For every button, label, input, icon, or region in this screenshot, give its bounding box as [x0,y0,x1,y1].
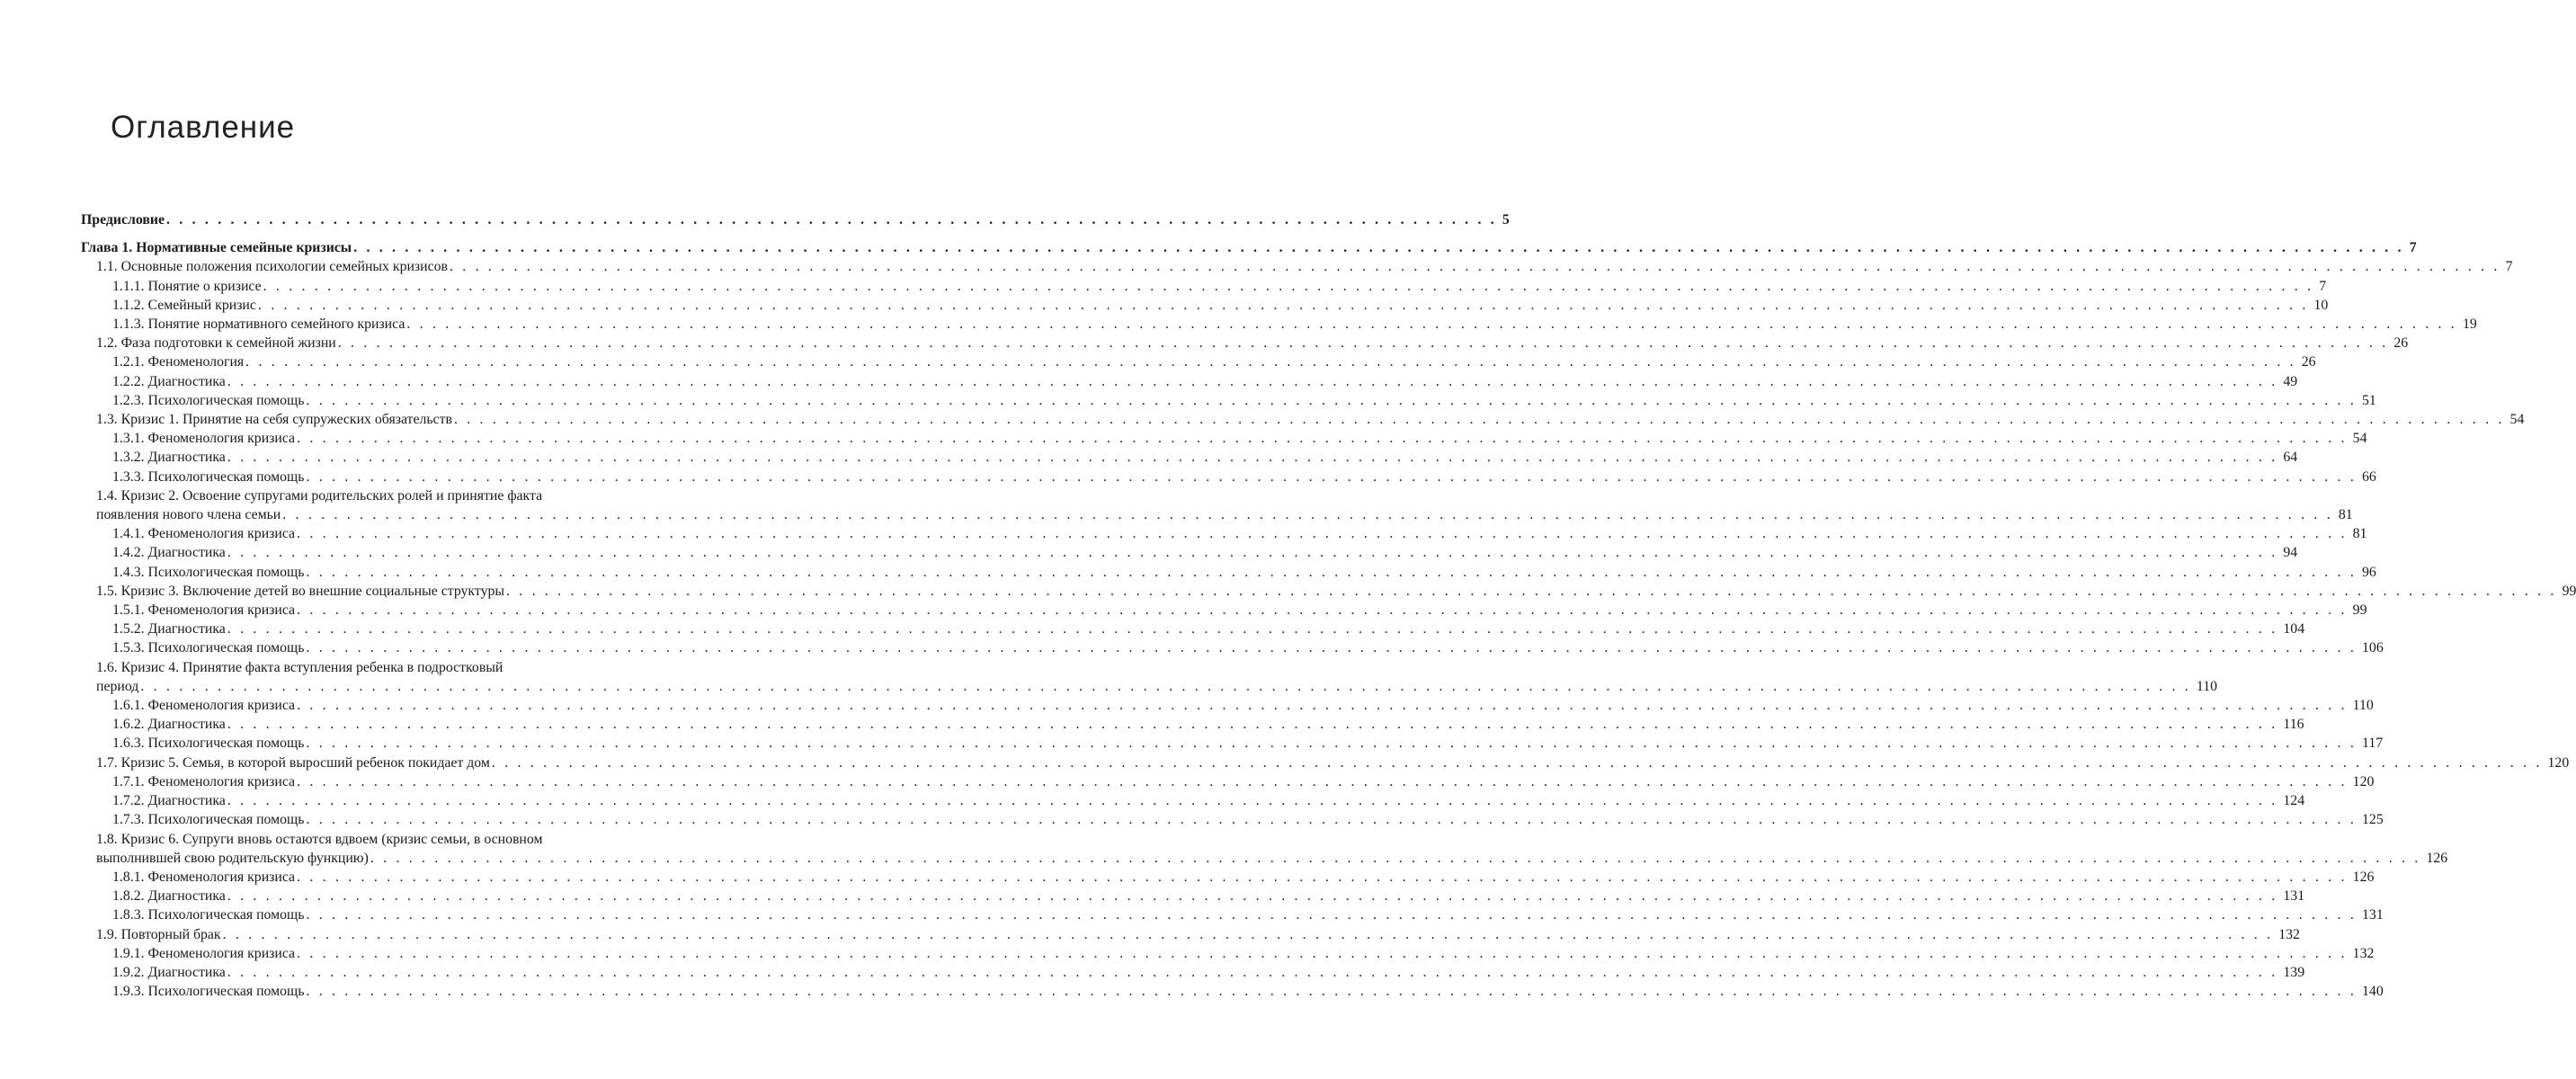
toc-entry[interactable] [81,582,2576,601]
dot-leader: . . . . . . . . . . . . . . . . . . . . . . . . . . . . . . . . . . . . . . . . . . . . . . . . . . . . . . . . . . . . . . . . . . . . . . . . . . . . . . . . . . . . . . . . . . . . . . . . . . . . . . . . . . . . . . . . . . . . . . . . . . . . . . . . . . . . . . . . . . . . . . . . . . . . . . . . . . . . . . . . [227,450,2278,466]
toc-entry-text: 1.3.2. Диагностика [112,450,226,466]
dot-leader: . . . . . . . . . . . . . . . . . . . . . . . . . . . . . . . . . . . . . . . . . . . . . . . . . . . . . . . . . . . . . . . . . . . . . . . . . . . . . . . . . . . . . . . . . . . . . . . . . . . . . . . . . . . . . . . . . . . . . . . . . . . . . . . . . . . . . . . . . . . . . . . . . . . . . . . . . . . . . . . . [449,259,2500,275]
toc-entry-text: 1.8.1. Феноменология кризиса [112,869,296,885]
toc-entry-text: период [96,678,139,694]
toc-entry-text: 1.3.1. Феноменология кризиса [112,431,296,447]
toc-entry[interactable] [81,601,2367,620]
toc-entry[interactable] [81,905,2384,924]
dot-leader: . . . . . . . . . . . . . . . . . . . . . . . . . . . . . . . . . . . . . . . . . . . . . . . . . . . . . . . . . . . . . . . . . . . . . . . . . . . . . . . . . . . . . . . . . . . . . . . . . . . . . . . . . . . . . . . . . . . . . . . . . . . . . . . . . . . . . . . . . . . . . . . . . . . . . . . . . . . . . . . . [491,754,2543,771]
toc-entry-text: 1.5.3. Психологическая помощь [112,640,305,656]
toc-entry[interactable] [81,505,2353,524]
dot-leader: . . . . . . . . . . . . . . . . . . . . . . . . . . . . . . . . . . . . . . . . . . . . . . . . . . . . . . . . . . . . . . . . . . . . . . . . . . . . . . . . . . . . . . . . . . . . . . . . . . . . . . . . . . . . . . . . . . . . . . . . . . . . . . . . . . . . . . . . . . . . . . . . . . . . . . . . . . . . . . . . [297,945,2348,961]
toc-entry-text: 1.4.1. Феноменология кризиса [112,526,296,542]
toc-page-number: 120 [2352,773,2375,789]
toc-entry[interactable] [81,448,2298,467]
toc-entry-text: 1.5.2. Диагностика [112,621,226,638]
toc-entry[interactable] [81,352,2316,371]
dot-leader: . . . . . . . . . . . . . . . . . . . . . . . . . . . . . . . . . . . . . . . . . . . . . . . . . . . . . . . . . . . . . . . . . . . . . . . . . . . . . . . . . . . . . . . . . . . . . . . . . . . . . . . . . . . . . . . . . . . . . . . . . . . . . . . . . . . . . . . . . . . . . . . . . . . . . . . . . . . . . . . . [263,278,2314,294]
toc-page-number: 54 [2509,412,2525,428]
toc-entry-text: выполнившей свою родительскую функцию) [96,850,369,866]
toc-page-number: 99 [2352,602,2367,619]
dot-leader: . . . . . . . . . . . . . . . . . . . . . . . . . . . . . . . . . . . . . . . . . . . . . . . . . . . . . . . . . . . . . . . . . . . . . . . . . . . . . . . . . . . . . . . . . . . . . . . . . . . . . . . . . . . . . . . . . . . . . . . . . . . . . . . . . . . . . . . . . . . . . . . . . . . . . . . . . . . . . . . . [370,850,2421,866]
toc-entry-text: 1.6.1. Феноменология кризиса [112,698,296,714]
dot-leader: . . . . . . . . . . . . . . . . . . . . . . . . . . . . . . . . . . . . . . . . . . . . . . . . . . . . . . . . . . . . . . . . . . . . . . . . . . . . . . . . . . . . . . . . . . . . . . . . . . . . . . . . . . . . . . . . . . . . . . . . . . . . . . . . . . . . . . . . . . . . . . . . . . . . . . . . . . . . . . . . [222,926,2274,942]
toc-page-number: 81 [2338,507,2353,523]
toc-page-number: 126 [2426,850,2448,866]
toc-entry-text: 1.6. Кризис 4. Принятие факта вступления ребенка в подростковый [96,659,504,675]
toc-page-number: 131 [2283,888,2305,905]
toc-entry-text: 1.4.2. Диагностика [112,545,226,561]
toc-page-number: 131 [2362,907,2384,923]
toc-page-number: 81 [2352,526,2367,542]
table-of-contents [81,210,2576,1001]
toc-entry-text: 1.7.2. Диагностика [112,793,226,809]
toc-entry-text: 1.7. Кризис 5. Семья, в которой выросший ребенок покидает дом [96,754,490,771]
toc-entry[interactable] [81,887,2305,905]
toc-entry[interactable] [81,638,2384,657]
toc-page-number: 94 [2283,545,2298,561]
toc-entry[interactable] [81,238,2417,257]
toc-entry[interactable] [81,677,2218,696]
toc-entry-text: 1.6.2. Диагностика [112,717,226,733]
toc-entry-text: 1.2.3. Психологическая помощь [112,392,305,408]
dot-leader: . . . . . . . . . . . . . . . . . . . . . . . . . . . . . . . . . . . . . . . . . . . . . . . . . . . . . . . . . . . . . . . . . . . . . . . . . . . . . . . . . . . . . . . . . . . . . . . . . . . . . . . . . . . . . . . . . . . . . . . . . . . . . . . . . . . . . . . . . . . . . . . . . . . . . . . . . . . . . . . . [353,240,2404,256]
toc-entry-lead-line[interactable] [81,658,721,677]
toc-entry-text: 1.9.3. Психологическая помощь [112,984,305,1000]
toc-entry-text: 1.5.1. Феноменология кризиса [112,602,296,619]
dot-leader: . . . . . . . . . . . . . . . . . . . . . . . . . . . . . . . . . . . . . . . . . . . . . . . . . . . . . . . . . . . . . . . . . . . . . . . . . . . . . . . . . . . . . . . . . . . . . . . . . . . . . . . . . . . . . . . . . . . . . . . . . . . . . . . . . . . . . . . . . . . . . . . . . . . . . . . . . . . . . . . . [297,431,2348,447]
dot-leader: . . . . . . . . . . . . . . . . . . . . . . . . . . . . . . . . . . . . . . . . . . . . . . . . . . . . . . . . . . . . . . . . . . . . . . . . . . . . . . . . . . . . . . . . . . . . . . . . . . . . . . . . . . . . . . . . . . . . . . . . . . . . . . . . . . . . . . . . . . . . . . . . . . . . . . . . . . . . . . . . [227,545,2278,561]
toc-entry[interactable] [81,963,2305,982]
toc-entry[interactable] [81,372,2298,391]
dot-leader: . . . . . . . . . . . . . . . . . . . . . . . . . . . . . . . . . . . . . . . . . . . . . . . . . . . . . . . . . . . . . . . . . . . . . . . . . . . . . . . . . . . . . . . . . . . . . . . . . . . . . . . . . . . . . . . . . . . . . . . . . . . . . . . . . . . . . . . . . . . . . . . . . . . . . . . . . . . . . . . . [297,869,2348,885]
toc-page-number: 51 [2362,392,2376,408]
toc-entry-text: 1.2. Фаза подготовки к семейной жизни [96,335,336,352]
toc-entry[interactable] [81,715,2304,734]
dot-leader: . . . . . . . . . . . . . . . . . . . . . . . . . . . . . . . . . . . . . . . . . . . . . . . . . . . . . . . . . . . . . . . . . . . . . . . . . . . . . . . . . . . . . . . . . . . . . . . . . . . . . . . . . . . . . . . . . . . . . . . . . . . . . . . . . . . . . . . . . . . . . . . . . . . . . . . . . . . . . . . . [505,583,2557,599]
toc-entry-text: 1.5. Кризис 3. Включение детей во внешние социальные структуры [96,583,504,599]
toc-page-number: 126 [2352,869,2375,885]
dot-leader: . . . . . . . . . . . . . . . . . . . . . . . . . . . . . . . . . . . . . . . . . . . . . . . . . . . . . . . . . . . . . . . . . . . . . . . . . . . . . . . . . . . . . . . . . . . . . . . . . . . . . . . . . . . . . . . . . . . . . . . . . . . . . . . . . . . . . . . . . . . . . . . . . . . . . . . . . . . . . . . . [406,317,2457,333]
toc-entry[interactable] [81,429,2367,448]
toc-entry-text: 1.3. Кризис 1. Принятие на себя супружеских обязательств [96,412,452,428]
toc-page-number: 110 [2196,678,2218,694]
toc-page-number: 139 [2283,964,2305,980]
dot-leader: . . . . . . . . . . . . . . . . . . . . . . . . . . . . . . . . . . . . . . . . . . . . . . . . . . . . . . . . . . . . . . . . . . . . . . . . . . . . . . . . . . . . . . . . . . . . . . . . . . . . . . . . . . . . . . . . . . . . . . . . . . . . . . . . . . . . . . . . . . . . . . . . . . . . . . . . . . . . . . . . [140,678,2191,694]
toc-page-number: 117 [2362,736,2384,752]
toc-page-number: 116 [2283,717,2304,733]
toc-entry[interactable] [81,734,2384,753]
toc-page-number: 124 [2283,793,2305,809]
toc-entry-preface[interactable] [81,210,1510,229]
toc-entry[interactable] [81,810,2384,829]
dot-leader: . . . . . . . . . . . . . . . . . . . . . . . . . . . . . . . . . . . . . . . . . . . . . . . . . . . . . . . . . . . . . . . . . . . . . . . . . . . . . . . . . . . . . . . . . . . . . . . . . . . . . . . . . . . . . . . . . . . . . . . . . . . . . . . . . . . . . . . . . . . . . . . . . . . . . . . . . . . . . . . . [257,297,2309,313]
toc-page-number: 26 [2301,354,2316,370]
toc-entry[interactable] [81,868,2375,887]
toc-entry[interactable] [81,620,2305,638]
toc-page-number: 26 [2393,335,2409,352]
toc-entry-text: 1.1. Основные положения психологии семейных кризисов [96,259,448,275]
toc-page-number: 140 [2362,984,2384,1000]
dot-leader: . . . . . . . . . . . . . . . . . . . . . . . . . . . . . . . . . . . . . . . . . . . . . . . . . . . . . . . . . . . . . . . . . . . . . . . . . . . . . . . . . . . . . . . . . . . . . . . . . . . . . . . . . . . . . . . . . . . . . . . . . . . . . . . . . . . . . . . . . . . . . . . . . . . . . . . . . . . . . . . . [227,888,2278,905]
toc-entry[interactable] [81,468,2376,486]
toc-page-number: 132 [2278,926,2300,942]
dot-leader: . . . . . . . . . . . . . . . . . . . . . . . . . . . . . . . . . . . . . . . . . . . . . . . . . . . . . . . . . . . . . . . . . . . . . . . . . . . . . . . . . . . . . . . . . . . . . . . . . . . . . . . . . . . . . . . . . . . . . . . . . . . . . . . . . . . . . . . . . . . . . . . . . . . . . . . . . . . . . . . . [297,773,2348,789]
toc-entry[interactable] [81,334,2409,352]
toc-entry[interactable] [81,563,2376,582]
dot-leader: . . . . . . . . . . . . . . . . . . . . . . . . . . . . . . . . . . . . . . . . . . . . . . . . . . . . . . . . . . . . . . . . . . . . . . . . . . . . . . . . . . . . . . . . . . . . . . . . . . . . . . . . . . . . . . . . . . . . . . . . . . . . . . . . . . . . . . . . . . . . . . . . . . . . . . . . . . . . . . . . [306,468,2358,485]
toc-entry-text: 1.1.3. Понятие нормативного семейного кризиса [112,317,406,333]
toc-page-number: 64 [2283,450,2298,466]
dot-leader: . . . . . . . . . . . . . . . . . . . . . . . . . . . . . . . . . . . . . . . . . . . . . . . . . . . . . . . . . . . . . . . . . . . . . . . . . . . . . . . . . . . . . . . . . . . . . . . . . . . . . . . . . . . . . . . . . . . . . . . . . . . . . . . . . . . . . . . . . . . . . . . . . . . . . . . . . . . . . . . . [306,984,2358,1000]
toc-entry-text: 1.7.1. Феноменология кризиса [112,773,296,789]
toc-entry-text: 1.4.3. Психологическая помощь [112,564,305,580]
toc-page-number: 7 [2319,278,2327,294]
toc-entry-text: 1.6.3. Психологическая помощь [112,736,305,752]
toc-entry-text: 1.2.2. Диагностика [112,373,226,389]
toc-entry-text: 1.9.1. Феноменология кризиса [112,945,296,961]
toc-page-number: 99 [2562,583,2576,599]
dot-leader: . . . . . . . . . . . . . . . . . . . . . . . . . . . . . . . . . . . . . . . . . . . . . . . . . . . . . . . . . . . . . . . . . . . . . . . . . . . . . . . . . . . . . . . . . . . . . . . . . . . . . . . . . . . . . . . . . . . . . . . . . . . . . . . . . . . . . . . . . . . . . . . . . . . . . . . . . . . . . . . . [227,373,2278,389]
toc-entry[interactable] [81,257,2513,276]
toc-entry-text: 1.9. Повторный брак [96,926,221,942]
toc-entry[interactable] [81,754,2570,772]
toc-entry-text: 1.8. Кризис 6. Супруги вновь остаются вдвоем (кризис семьи, в основном [96,831,543,847]
dot-leader: . . . . . . . . . . . . . . . . . . . . . . . . . . . . . . . . . . . . . . . . . . . . . . . . . . . . . . . . . . . . . . . . . . . . . . . . . . . . . . . . . . . . . . . . . . . . . . . . . . . . . . . . . . . . . . . . . . . . . . . . . . . . . . . . . . . . . . . . . . . . . . . . . . . . . . . . . . . . . . . . [306,640,2358,656]
dot-leader: . . . . . . . . . . . . . . . . . . . . . . . . . . . . . . . . . . . . . . . . . . . . . . . . . . . . . . . . . . . . . . . . . . . . . . . . . . . . . . . . . . . . . . . . . . . . . . . . . . . . . . . . . . . . . . . . . . . . . . . . . . . . . . . . . . . . . . . . . . . . . . . . . . . . . . . . . . . . . . . . [245,354,2296,370]
toc-entry[interactable] [81,277,2327,296]
toc-page-number: 10 [2313,297,2329,313]
page-title: Оглавление [111,110,296,145]
toc-entry[interactable] [81,315,2477,334]
dot-leader: . . . . . . . . . . . . . . . . . . . . . . . . . . . . . . . . . . . . . . . . . . . . . . . . . . . . . . . . . . . . . . . . . . . . . . . . . . . . . . . . . . . . . . . . . . . . . . . . . . . . . . . . . . . . . . . . . . . . . . . . . . . . . . . . . . . . . . . . . . . . . . . . . . . . . . . . . . . . . . . . [306,564,2358,580]
toc-entry[interactable] [81,925,2300,944]
toc-page-number: 132 [2352,945,2375,961]
dot-leader: . . . . . . . . . . . . . . . . . . . . . . . . . . . . . . . . . . . . . . . . . . . . . . . . . . . . . . . . . . . . . . . . . . . . . . . . . . . . . . . . . . . . . . . . . . . . . . . . . . . . . . . . . . . . . . . . . . . . . . . . . . . . . . . . . . . . . . . . . . . . . . . . . . . . . . . . . . . . . . . . [227,964,2278,980]
toc-page-number: 19 [2462,317,2477,333]
toc-page-number: 120 [2547,754,2570,771]
toc-page-number: 104 [2283,621,2305,638]
toc-entry-text: 1.8.3. Психологическая помощь [112,907,305,923]
toc-page-number: 7 [2409,240,2417,256]
toc-entry-text: 1.2.1. Феноменология [112,354,245,370]
toc-page-number: 5 [1502,212,1510,227]
toc-entry[interactable] [81,524,2367,543]
toc-entry[interactable] [81,982,2384,1001]
toc-entry-text: появления нового члена семьи [96,507,281,523]
toc-entry[interactable] [81,296,2329,315]
toc-entry-text: 1.7.3. Психологическая помощь [112,812,305,828]
dot-leader: . . . . . . . . . . . . . . . . . . . . . . . . . . . . . . . . . . . . . . . . . . . . . . . . . . . . . . . . . . . . . . . . . . . . . . . . . . . . . . . . . . . . . . . . . . . . . . . . . . . . . . . . [166,212,1497,227]
toc-entry-text: 1.1.2. Семейный кризис [112,297,256,313]
toc-page-number: 110 [2352,698,2374,714]
dot-leader: . . . . . . . . . . . . . . . . . . . . . . . . . . . . . . . . . . . . . . . . . . . . . . . . . . . . . . . . . . . . . . . . . . . . . . . . . . . . . . . . . . . . . . . . . . . . . . . . . . . . . . . . . . . . . . . . . . . . . . . . . . . . . . . . . . . . . . . . . . . . . . . . . . . . . . . . . . . . . . . . [297,526,2348,542]
toc-entry[interactable] [81,944,2375,963]
toc-entry[interactable] [81,791,2305,810]
dot-leader: . . . . . . . . . . . . . . . . . . . . . . . . . . . . . . . . . . . . . . . . . . . . . . . . . . . . . . . . . . . . . . . . . . . . . . . . . . . . . . . . . . . . . . . . . . . . . . . . . . . . . . . . . . . . . . . . . . . . . . . . . . . . . . . . . . . . . . . . . . . . . . . . . . . . . . . . . . . . . . . . [306,812,2358,828]
toc-entry[interactable] [81,696,2374,715]
toc-entry[interactable] [81,410,2525,429]
toc-entry-text: 1.8.2. Диагностика [112,888,226,905]
dot-leader: . . . . . . . . . . . . . . . . . . . . . . . . . . . . . . . . . . . . . . . . . . . . . . . . . . . . . . . . . . . . . . . . . . . . . . . . . . . . . . . . . . . . . . . . . . . . . . . . . . . . . . . . . . . . . . . . . . . . . . . . . . . . . . . . . . . . . . . . . . . . . . . . . . . . . . . . . . . . . . . . [227,621,2278,638]
toc-page-number: 54 [2352,431,2367,447]
toc-page-number: 125 [2362,812,2384,828]
toc-page-number: 7 [2505,259,2513,275]
toc-entry-lead-line[interactable] [81,486,721,505]
dot-leader: . . . . . . . . . . . . . . . . . . . . . . . . . . . . . . . . . . . . . . . . . . . . . . . . . . . . . . . . . . . . . . . . . . . . . . . . . . . . . . . . . . . . . . . . . . . . . . . . . . . . . . . . . . . . . . . . . . . . . . . . . . . . . . . . . . . . . . . . . . . . . . . . . . . . . . . . . . . . . . . . [282,507,2333,523]
toc-entry-text: 1.1.1. Понятие о кризисе [112,278,262,294]
dot-leader: . . . . . . . . . . . . . . . . . . . . . . . . . . . . . . . . . . . . . . . . . . . . . . . . . . . . . . . . . . . . . . . . . . . . . . . . . . . . . . . . . . . . . . . . . . . . . . . . . . . . . . . . . . . . . . . . . . . . . . . . . . . . . . . . . . . . . . . . . . . . . . . . . . . . . . . . . . . . . . . . [337,335,2389,352]
dot-leader: . . . . . . . . . . . . . . . . . . . . . . . . . . . . . . . . . . . . . . . . . . . . . . . . . . . . . . . . . . . . . . . . . . . . . . . . . . . . . . . . . . . . . . . . . . . . . . . . . . . . . . . . . . . . . . . . . . . . . . . . . . . . . . . . . . . . . . . . . . . . . . . . . . . . . . . . . . . . . . . . [227,793,2278,809]
toc-page-number: 49 [2283,373,2298,389]
toc-entry[interactable] [81,849,2448,868]
dot-leader: . . . . . . . . . . . . . . . . . . . . . . . . . . . . . . . . . . . . . . . . . . . . . . . . . . . . . . . . . . . . . . . . . . . . . . . . . . . . . . . . . . . . . . . . . . . . . . . . . . . . . . . . . . . . . . . . . . . . . . . . . . . . . . . . . . . . . . . . . . . . . . . . . . . . . . . . . . . . . . . . [306,736,2358,752]
toc-entry[interactable] [81,772,2375,791]
dot-leader: . . . . . . . . . . . . . . . . . . . . . . . . . . . . . . . . . . . . . . . . . . . . . . . . . . . . . . . . . . . . . . . . . . . . . . . . . . . . . . . . . . . . . . . . . . . . . . . . . . . . . . . . . . . . . . . . . . . . . . . . . . . . . . . . . . . . . . . . . . . . . . . . . . . . . . . . . . . . . . . . [227,717,2278,733]
dot-leader: . . . . . . . . . . . . . . . . . . . . . . . . . . . . . . . . . . . . . . . . . . . . . . . . . . . . . . . . . . . . . . . . . . . . . . . . . . . . . . . . . . . . . . . . . . . . . . . . . . . . . . . . . . . . . . . . . . . . . . . . . . . . . . . . . . . . . . . . . . . . . . . . . . . . . . . . . . . . . . . . [306,907,2358,923]
dot-leader: . . . . . . . . . . . . . . . . . . . . . . . . . . . . . . . . . . . . . . . . . . . . . . . . . . . . . . . . . . . . . . . . . . . . . . . . . . . . . . . . . . . . . . . . . . . . . . . . . . . . . . . . . . . . . . . . . . . . . . . . . . . . . . . . . . . . . . . . . . . . . . . . . . . . . . . . . . . . . . . . [306,392,2358,408]
toc-page-number: 96 [2362,564,2376,580]
toc-entry[interactable] [81,543,2298,562]
toc-entry-lead-line[interactable] [81,830,721,849]
dot-leader: . . . . . . . . . . . . . . . . . . . . . . . . . . . . . . . . . . . . . . . . . . . . . . . . . . . . . . . . . . . . . . . . . . . . . . . . . . . . . . . . . . . . . . . . . . . . . . . . . . . . . . . . . . . . . . . . . . . . . . . . . . . . . . . . . . . . . . . . . . . . . . . . . . . . . . . . . . . . . . . . [297,698,2348,714]
toc-entry-text: Предисловие [81,212,165,227]
toc-entry-text: 1.3.3. Психологическая помощь [112,468,305,485]
dot-leader: . . . . . . . . . . . . . . . . . . . . . . . . . . . . . . . . . . . . . . . . . . . . . . . . . . . . . . . . . . . . . . . . . . . . . . . . . . . . . . . . . . . . . . . . . . . . . . . . . . . . . . . . . . . . . . . . . . . . . . . . . . . . . . . . . . . . . . . . . . . . . . . . . . . . . . . . . . . . . . . . [297,602,2348,619]
dot-leader: . . . . . . . . . . . . . . . . . . . . . . . . . . . . . . . . . . . . . . . . . . . . . . . . . . . . . . . . . . . . . . . . . . . . . . . . . . . . . . . . . . . . . . . . . . . . . . . . . . . . . . . . . . . . . . . . . . . . . . . . . . . . . . . . . . . . . . . . . . . . . . . . . . . . . . . . . . . . . . . . [453,412,2505,428]
toc-page-number: 66 [2362,468,2376,485]
toc-page-number: 106 [2362,640,2384,656]
toc-entry-text: 1.4. Кризис 2. Освоение супругами родительских ролей и принятие факта [96,487,543,504]
toc-entry-text: 1.9.2. Диагностика [112,964,226,980]
toc-entry[interactable] [81,391,2376,410]
toc-entry-text: Глава 1. Нормативные семейные кризисы [81,240,352,256]
